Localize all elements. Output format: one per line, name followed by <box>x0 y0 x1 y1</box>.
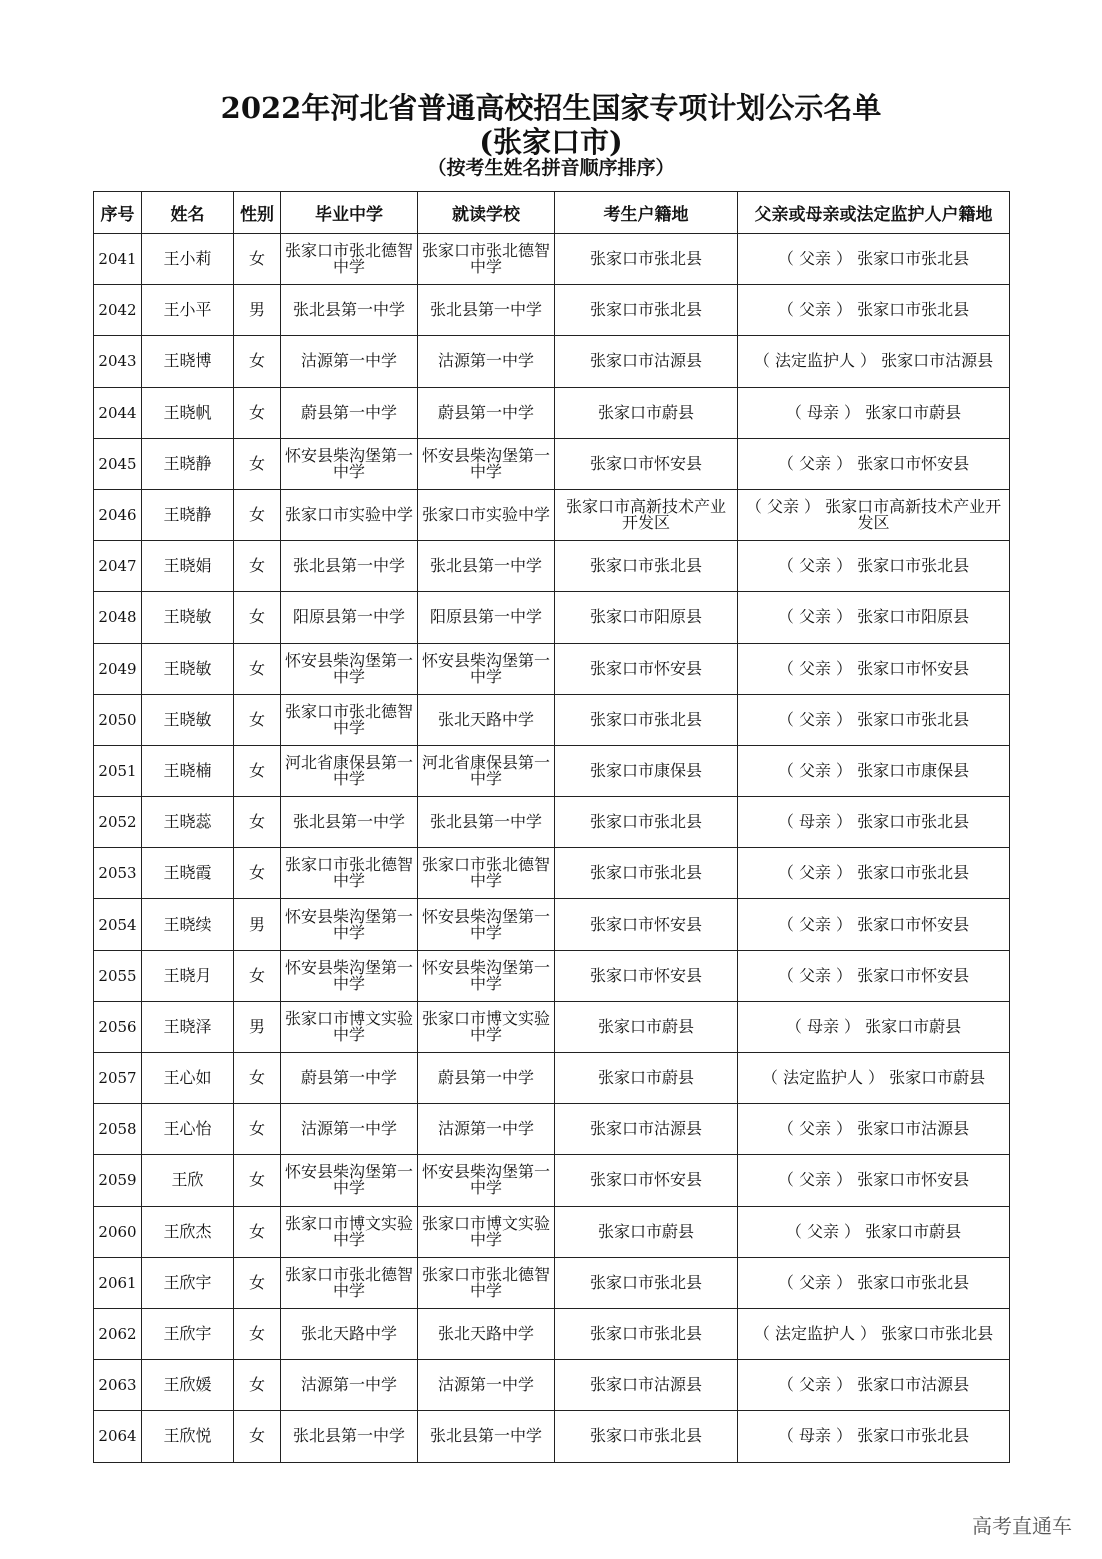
table-row <box>94 234 1010 285</box>
current-school-cell: 张家口市博文实验中学 <box>418 1206 555 1257</box>
table-row <box>94 1308 1010 1359</box>
serial-number-cell: 2043 <box>94 336 142 387</box>
table-row <box>94 592 1010 643</box>
table-row <box>94 1053 1010 1104</box>
table-row <box>94 797 1010 848</box>
graduated-school-cell: 怀安县柴沟堡第一中学 <box>281 643 418 694</box>
guardian-residence-cell: （ 父亲 ） 张家口市怀安县 <box>738 438 1010 489</box>
graduated-school-cell: 张家口市张北德智中学 <box>281 234 418 285</box>
current-school-cell: 怀安县柴沟堡第一中学 <box>418 899 555 950</box>
name-cell: 王欣媛 <box>142 1360 234 1411</box>
table-row <box>94 489 1010 540</box>
gender-cell: 女 <box>234 1104 281 1155</box>
gender-cell: 男 <box>234 1001 281 1052</box>
graduated-school-cell: 张家口市博文实验中学 <box>281 1001 418 1052</box>
table-row <box>94 541 1010 592</box>
current-school-cell: 张家口市张北德智中学 <box>418 1257 555 1308</box>
table-body <box>94 234 1010 1463</box>
table-row <box>94 1411 1010 1462</box>
column-header: 考生户籍地 <box>555 192 738 234</box>
name-cell: 王欣宇 <box>142 1257 234 1308</box>
student-residence-cell: 张家口市沽源县 <box>555 1360 738 1411</box>
serial-number-cell: 2059 <box>94 1155 142 1206</box>
current-school-cell: 张北县第一中学 <box>418 285 555 336</box>
table-row <box>94 643 1010 694</box>
graduated-school-cell: 张家口市张北德智中学 <box>281 848 418 899</box>
student-residence-cell: 张家口市张北县 <box>555 1308 738 1359</box>
guardian-residence-cell: （ 父亲 ） 张家口市怀安县 <box>738 950 1010 1001</box>
table-row <box>94 1360 1010 1411</box>
student-residence-cell: 张家口市张北县 <box>555 694 738 745</box>
guardian-residence-cell: （ 父亲 ） 张家口市张北县 <box>738 285 1010 336</box>
name-cell: 王晓敏 <box>142 592 234 643</box>
name-cell: 王小平 <box>142 285 234 336</box>
gender-cell: 女 <box>234 541 281 592</box>
graduated-school-cell: 张北县第一中学 <box>281 1411 418 1462</box>
header-row <box>94 192 1010 234</box>
name-cell: 王晓敏 <box>142 643 234 694</box>
table-row <box>94 848 1010 899</box>
current-school-cell: 怀安县柴沟堡第一中学 <box>418 438 555 489</box>
name-cell: 王欣 <box>142 1155 234 1206</box>
serial-number-cell: 2054 <box>94 899 142 950</box>
graduated-school-cell: 张家口市博文实验中学 <box>281 1206 418 1257</box>
serial-number-cell: 2062 <box>94 1308 142 1359</box>
guardian-residence-cell: （ 法定监护人 ） 张家口市沽源县 <box>738 336 1010 387</box>
gender-cell: 女 <box>234 1053 281 1104</box>
serial-number-cell: 2044 <box>94 387 142 438</box>
current-school-cell: 张北县第一中学 <box>418 1411 555 1462</box>
name-cell: 王晓静 <box>142 489 234 540</box>
guardian-residence-cell: （ 法定监护人 ） 张家口市蔚县 <box>738 1053 1010 1104</box>
guardian-residence-cell: （ 父亲 ） 张家口市阳原县 <box>738 592 1010 643</box>
column-header: 毕业中学 <box>281 192 418 234</box>
current-school-cell: 蔚县第一中学 <box>418 1053 555 1104</box>
graduated-school-cell: 沽源第一中学 <box>281 1360 418 1411</box>
gender-cell: 女 <box>234 438 281 489</box>
column-header: 性别 <box>234 192 281 234</box>
student-residence-cell: 张家口市高新技术产业开发区 <box>555 489 738 540</box>
gender-cell: 女 <box>234 1360 281 1411</box>
table-row <box>94 950 1010 1001</box>
gender-cell: 女 <box>234 1257 281 1308</box>
graduated-school-cell: 怀安县柴沟堡第一中学 <box>281 438 418 489</box>
gender-cell: 女 <box>234 234 281 285</box>
document-sort-note: （按考生姓名拼音顺序排序） <box>427 157 675 179</box>
serial-number-cell: 2055 <box>94 950 142 1001</box>
serial-number-cell: 2042 <box>94 285 142 336</box>
serial-number-cell: 2053 <box>94 848 142 899</box>
graduated-school-cell: 张北县第一中学 <box>281 285 418 336</box>
student-residence-cell: 张家口市阳原县 <box>555 592 738 643</box>
student-residence-cell: 张家口市怀安县 <box>555 899 738 950</box>
name-cell: 王晓敏 <box>142 694 234 745</box>
name-cell: 王心如 <box>142 1053 234 1104</box>
guardian-residence-cell: （ 父亲 ） 张家口市张北县 <box>738 234 1010 285</box>
current-school-cell: 怀安县柴沟堡第一中学 <box>418 1155 555 1206</box>
student-residence-cell: 张家口市怀安县 <box>555 438 738 489</box>
serial-number-cell: 2050 <box>94 694 142 745</box>
guardian-residence-cell: （ 母亲 ） 张家口市张北县 <box>738 1411 1010 1462</box>
current-school-cell: 张北县第一中学 <box>418 797 555 848</box>
serial-number-cell: 2051 <box>94 745 142 796</box>
serial-number-cell: 2063 <box>94 1360 142 1411</box>
current-school-cell: 张家口市张北德智中学 <box>418 234 555 285</box>
graduated-school-cell: 张家口市张北德智中学 <box>281 1257 418 1308</box>
student-residence-cell: 张家口市怀安县 <box>555 643 738 694</box>
table-row <box>94 285 1010 336</box>
name-cell: 王欣杰 <box>142 1206 234 1257</box>
guardian-residence-cell: （ 母亲 ） 张家口市蔚县 <box>738 1001 1010 1052</box>
column-header: 父亲或母亲或法定监护人户籍地 <box>738 192 1010 234</box>
student-residence-cell: 张家口市张北县 <box>555 1411 738 1462</box>
name-cell: 王晓泽 <box>142 1001 234 1052</box>
name-cell: 王欣宇 <box>142 1308 234 1359</box>
graduated-school-cell: 沽源第一中学 <box>281 336 418 387</box>
serial-number-cell: 2064 <box>94 1411 142 1462</box>
guardian-residence-cell: （ 法定监护人 ） 张家口市张北县 <box>738 1308 1010 1359</box>
gender-cell: 女 <box>234 1308 281 1359</box>
column-header: 序号 <box>94 192 142 234</box>
graduated-school-cell: 蔚县第一中学 <box>281 387 418 438</box>
student-residence-cell: 张家口市张北县 <box>555 1257 738 1308</box>
graduated-school-cell: 阳原县第一中学 <box>281 592 418 643</box>
graduated-school-cell: 蔚县第一中学 <box>281 1053 418 1104</box>
student-residence-cell: 张家口市康保县 <box>555 745 738 796</box>
student-residence-cell: 张家口市蔚县 <box>555 1206 738 1257</box>
name-cell: 王晓蕊 <box>142 797 234 848</box>
current-school-cell: 沽源第一中学 <box>418 1360 555 1411</box>
table-row <box>94 1257 1010 1308</box>
current-school-cell: 蔚县第一中学 <box>418 387 555 438</box>
name-cell: 王晓楠 <box>142 745 234 796</box>
current-school-cell: 阳原县第一中学 <box>418 592 555 643</box>
student-residence-cell: 张家口市沽源县 <box>555 336 738 387</box>
guardian-residence-cell: （ 父亲 ） 张家口市张北县 <box>738 541 1010 592</box>
table-row <box>94 1206 1010 1257</box>
table-row <box>94 899 1010 950</box>
name-cell: 王晓帆 <box>142 387 234 438</box>
serial-number-cell: 2056 <box>94 1001 142 1052</box>
gender-cell: 女 <box>234 643 281 694</box>
gender-cell: 女 <box>234 950 281 1001</box>
serial-number-cell: 2057 <box>94 1053 142 1104</box>
guardian-residence-cell: （ 父亲 ） 张家口市怀安县 <box>738 899 1010 950</box>
graduated-school-cell: 河北省康保县第一中学 <box>281 745 418 796</box>
gender-cell: 女 <box>234 336 281 387</box>
table-row <box>94 438 1010 489</box>
student-residence-cell: 张家口市张北县 <box>555 541 738 592</box>
graduated-school-cell: 怀安县柴沟堡第一中学 <box>281 899 418 950</box>
student-residence-cell: 张家口市沽源县 <box>555 1104 738 1155</box>
current-school-cell: 沽源第一中学 <box>418 336 555 387</box>
graduated-school-cell: 怀安县柴沟堡第一中学 <box>281 950 418 1001</box>
guardian-residence-cell: （ 母亲 ） 张家口市蔚县 <box>738 387 1010 438</box>
table-row <box>94 387 1010 438</box>
guardian-residence-cell: （ 母亲 ） 张家口市张北县 <box>738 797 1010 848</box>
serial-number-cell: 2060 <box>94 1206 142 1257</box>
serial-number-cell: 2049 <box>94 643 142 694</box>
name-cell: 王晓博 <box>142 336 234 387</box>
document-title: 2022年河北省普通高校招生国家专项计划公示名单 <box>220 91 882 125</box>
serial-number-cell: 2052 <box>94 797 142 848</box>
student-residence-cell: 张家口市怀安县 <box>555 950 738 1001</box>
serial-number-cell: 2047 <box>94 541 142 592</box>
guardian-residence-cell: （ 父亲 ） 张家口市高新技术产业开发区 <box>738 489 1010 540</box>
serial-number-cell: 2045 <box>94 438 142 489</box>
table-row <box>94 745 1010 796</box>
graduated-school-cell: 张北天路中学 <box>281 1308 418 1359</box>
watermark-text: 高考直通车 <box>972 1514 1072 1538</box>
student-residence-cell: 张家口市蔚县 <box>555 1001 738 1052</box>
current-school-cell: 怀安县柴沟堡第一中学 <box>418 643 555 694</box>
graduated-school-cell: 张北县第一中学 <box>281 541 418 592</box>
current-school-cell: 张北天路中学 <box>418 694 555 745</box>
name-cell: 王欣悦 <box>142 1411 234 1462</box>
current-school-cell: 张北天路中学 <box>418 1308 555 1359</box>
serial-number-cell: 2058 <box>94 1104 142 1155</box>
student-residence-cell: 张家口市蔚县 <box>555 1053 738 1104</box>
student-residence-cell: 张家口市蔚县 <box>555 387 738 438</box>
serial-number-cell: 2061 <box>94 1257 142 1308</box>
table-row <box>94 1001 1010 1052</box>
gender-cell: 女 <box>234 848 281 899</box>
gender-cell: 男 <box>234 285 281 336</box>
student-residence-cell: 张家口市张北县 <box>555 285 738 336</box>
table-row <box>94 1155 1010 1206</box>
graduated-school-cell: 沽源第一中学 <box>281 1104 418 1155</box>
document-subtitle-city: (张家口市) <box>479 125 623 159</box>
serial-number-cell: 2041 <box>94 234 142 285</box>
gender-cell: 女 <box>234 1206 281 1257</box>
current-school-cell: 张家口市实验中学 <box>418 489 555 540</box>
name-cell: 王晓娟 <box>142 541 234 592</box>
table-header <box>94 192 1010 234</box>
gender-cell: 女 <box>234 1155 281 1206</box>
column-header: 姓名 <box>142 192 234 234</box>
current-school-cell: 张家口市张北德智中学 <box>418 848 555 899</box>
current-school-cell: 张家口市博文实验中学 <box>418 1001 555 1052</box>
graduated-school-cell: 怀安县柴沟堡第一中学 <box>281 1155 418 1206</box>
roster-table <box>93 191 1010 1463</box>
guardian-residence-cell: （ 父亲 ） 张家口市张北县 <box>738 694 1010 745</box>
guardian-residence-cell: （ 父亲 ） 张家口市怀安县 <box>738 643 1010 694</box>
column-header: 就读学校 <box>418 192 555 234</box>
gender-cell: 女 <box>234 1411 281 1462</box>
guardian-residence-cell: （ 父亲 ） 张家口市张北县 <box>738 848 1010 899</box>
gender-cell: 男 <box>234 899 281 950</box>
name-cell: 王小莉 <box>142 234 234 285</box>
name-cell: 王晓霞 <box>142 848 234 899</box>
graduated-school-cell: 张北县第一中学 <box>281 797 418 848</box>
name-cell: 王晓月 <box>142 950 234 1001</box>
gender-cell: 女 <box>234 694 281 745</box>
graduated-school-cell: 张家口市实验中学 <box>281 489 418 540</box>
graduated-school-cell: 张家口市张北德智中学 <box>281 694 418 745</box>
guardian-residence-cell: （ 父亲 ） 张家口市张北县 <box>738 1257 1010 1308</box>
student-residence-cell: 张家口市怀安县 <box>555 1155 738 1206</box>
gender-cell: 女 <box>234 797 281 848</box>
student-residence-cell: 张家口市张北县 <box>555 848 738 899</box>
guardian-residence-cell: （ 父亲 ） 张家口市蔚县 <box>738 1206 1010 1257</box>
gender-cell: 女 <box>234 489 281 540</box>
student-residence-cell: 张家口市张北县 <box>555 234 738 285</box>
current-school-cell: 张北县第一中学 <box>418 541 555 592</box>
current-school-cell: 怀安县柴沟堡第一中学 <box>418 950 555 1001</box>
table-row <box>94 336 1010 387</box>
guardian-residence-cell: （ 父亲 ） 张家口市康保县 <box>738 745 1010 796</box>
name-cell: 王心怡 <box>142 1104 234 1155</box>
gender-cell: 女 <box>234 387 281 438</box>
guardian-residence-cell: （ 父亲 ） 张家口市沽源县 <box>738 1104 1010 1155</box>
gender-cell: 女 <box>234 592 281 643</box>
serial-number-cell: 2048 <box>94 592 142 643</box>
table-row <box>94 694 1010 745</box>
current-school-cell: 沽源第一中学 <box>418 1104 555 1155</box>
name-cell: 王晓续 <box>142 899 234 950</box>
table-row <box>94 1104 1010 1155</box>
gender-cell: 女 <box>234 745 281 796</box>
name-cell: 王晓静 <box>142 438 234 489</box>
guardian-residence-cell: （ 父亲 ） 张家口市怀安县 <box>738 1155 1010 1206</box>
serial-number-cell: 2046 <box>94 489 142 540</box>
guardian-residence-cell: （ 父亲 ） 张家口市沽源县 <box>738 1360 1010 1411</box>
current-school-cell: 河北省康保县第一中学 <box>418 745 555 796</box>
student-residence-cell: 张家口市张北县 <box>555 797 738 848</box>
